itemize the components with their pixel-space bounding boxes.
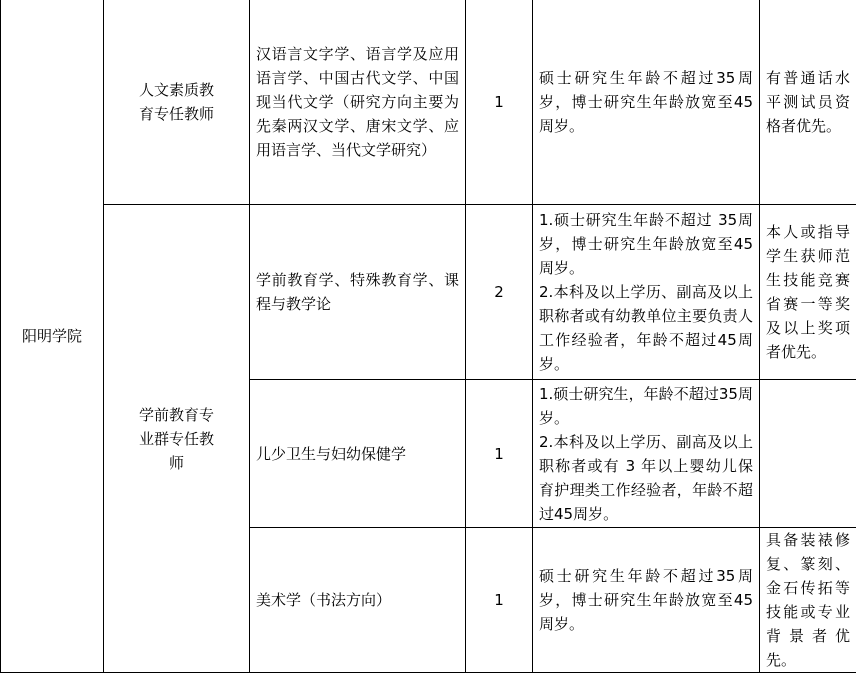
count-cell: 1 [466, 0, 533, 205]
requirements-cell [533, 0, 760, 205]
requirement-line: 2.本科及以上学历、副高及以上职称者或有 3 年以上婴幼儿保育护理类工作经验者，年龄不超过45周岁。 [539, 430, 753, 526]
requirement-line: 1.硕士研究生，年龄不超过35周岁。 [539, 382, 753, 430]
note-cell [760, 380, 856, 528]
requirements-cell [533, 205, 760, 380]
requirements-cell [533, 528, 760, 673]
position-cell: 人文素质教育专任教师 [104, 0, 250, 205]
requirement-line: 硕士研究生年龄不超过35周岁，博士研究生年龄放宽至45周岁。 [539, 66, 753, 138]
major-cell: 儿少卫生与妇幼保健学 [250, 380, 466, 528]
college-cell: 阳明学院 [1, 0, 104, 673]
major-cell: 学前教育学、特殊教育学、课程与教学论 [250, 205, 466, 380]
requirement-line: 硕士研究生年龄不超过35周岁，博士研究生年龄放宽至45周岁。 [539, 564, 753, 636]
table-row [1, 205, 856, 380]
position-cell: 学前教育专业群专任教师 [104, 205, 250, 673]
major-cell: 美术学（书法方向） [250, 528, 466, 673]
requirement-line: 2.本科及以上学历、副高及以上职称者或有幼教单位主要负责人工作经验者，年龄不超过45周岁。 [539, 280, 753, 376]
requirements-cell [533, 380, 760, 528]
major-cell: 汉语言文字学、语言学及应用语言学、中国古代文学、中国现当代文学（研究方向主要为先秦两汉文学、唐宋文学、应用语言学、当代文学研究） [250, 0, 466, 205]
count-cell: 2 [466, 205, 533, 380]
note-cell: 有普通话水平测试员资格者优先。 [760, 0, 856, 205]
note-cell: 本人或指导学生获师范生技能竞赛省赛一等奖及以上奖项者优先。 [760, 205, 856, 380]
note-cell: 具备装裱修复、篆刻、金石传拓等技能或专业背景者优先。 [760, 528, 856, 673]
count-cell: 1 [466, 528, 533, 673]
table-row [1, 0, 856, 205]
count-cell: 1 [466, 380, 533, 528]
requirement-line: 1.硕士研究生年龄不超过 35周岁，博士研究生年龄放宽至45周岁。 [539, 208, 753, 280]
